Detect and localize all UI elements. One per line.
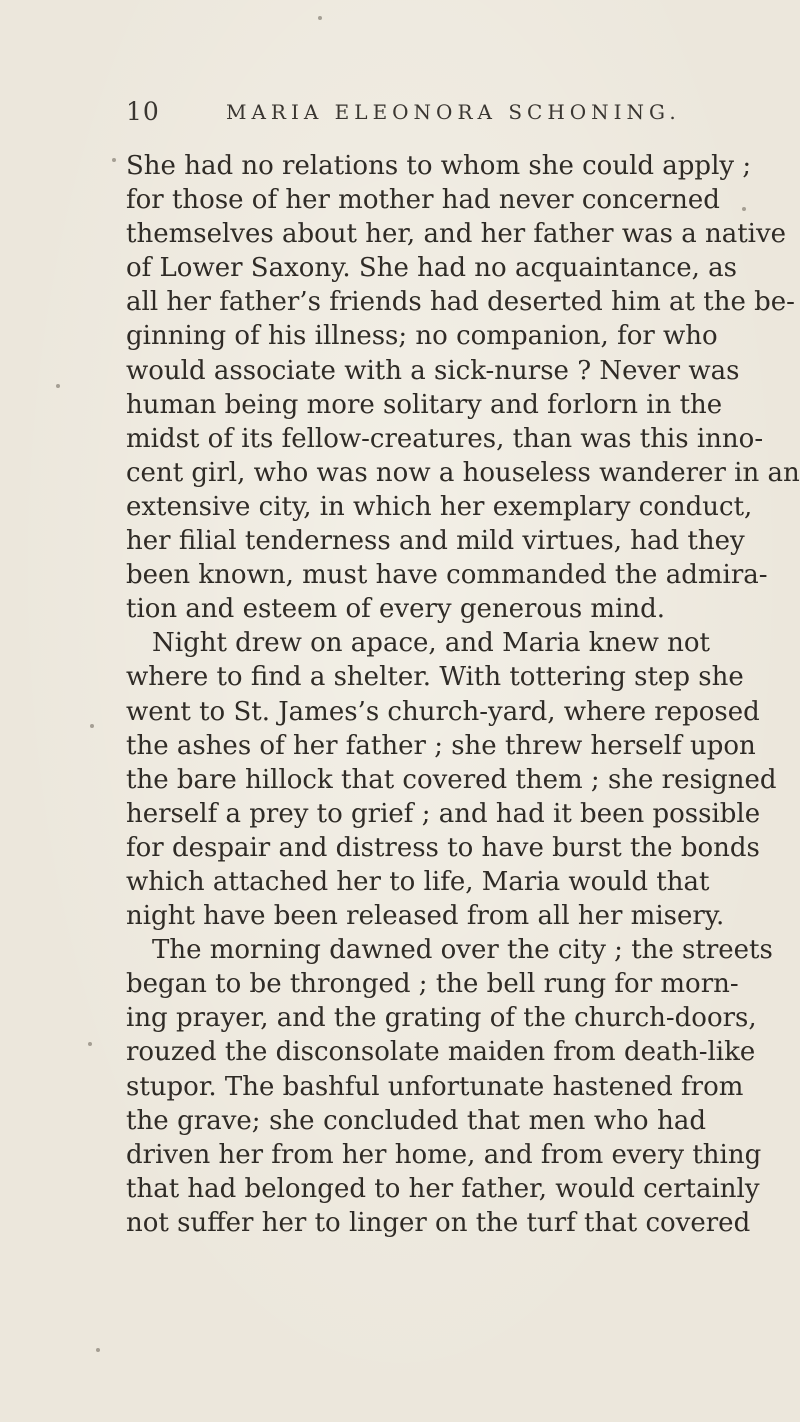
body-text <box>126 149 800 1240</box>
text-line: driven her from her home, and from every thing <box>126 1139 762 1170</box>
paper-speck <box>90 724 94 728</box>
text-line: not suffer her to linger on the turf that covered <box>126 1207 751 1238</box>
paper-speck <box>318 16 322 20</box>
text-line: all her father’s friends had deserted him at the be- <box>126 287 795 318</box>
text-line: human being more solitary and forlorn in the <box>126 389 723 420</box>
text-line: her filial tenderness and mild virtues, had they <box>126 526 745 557</box>
text-line: that had belonged to her father, would certainly <box>126 1173 760 1204</box>
text-line: for those of her mother had never concerned <box>126 185 720 216</box>
paper-speck <box>96 1348 100 1352</box>
text-line: cent girl, who was now a houseless wanderer in an <box>126 457 800 488</box>
text-line: went to St. James’s church-yard, where reposed <box>126 696 760 727</box>
text-line: herself a prey to grief ; and had it been possible <box>126 798 761 829</box>
text-line: for despair and distress to have burst the bonds <box>126 832 760 863</box>
text-line: tion and esteem of every generous mind. <box>126 594 666 625</box>
paper-speck <box>56 384 60 388</box>
text-line: began to be thronged ; the bell rung for morn- <box>126 969 739 1000</box>
text-line: the ashes of her father ; she threw herself upon <box>126 730 756 761</box>
paper-speck <box>742 207 746 211</box>
text-line: extensive city, in which her exemplary conduct, <box>126 491 753 522</box>
page-header <box>126 97 706 137</box>
paper-speck <box>88 1042 92 1046</box>
paper-speck <box>112 158 116 162</box>
running-head: MARIA ELEONORA SCHONING. <box>226 100 681 124</box>
text-line: rouzed the disconsolate maiden from death-like <box>126 1037 756 1068</box>
text-line: which attached her to life, Maria would that <box>126 866 710 897</box>
text-line: of Lower Saxony. She had no acquaintance, as <box>126 253 737 284</box>
text-line: the bare hillock that covered them ; she resigned <box>126 764 777 795</box>
text-line: ing prayer, and the grating of the church-doors, <box>126 1003 757 1034</box>
text-line: themselves about her, and her father was a native <box>126 219 787 250</box>
page-number: 10 <box>126 97 160 126</box>
text-line: She had no relations to whom she could apply ; <box>126 151 752 181</box>
text-line: been known, must have commanded the admira- <box>126 560 768 591</box>
text-line: ginning of his illness; no companion, for who <box>126 321 718 352</box>
text-line: stupor. The bashful unfortunate hastened from <box>126 1071 744 1102</box>
text-line: where to find a shelter. With tottering step she <box>126 662 744 693</box>
text-line: the grave; she concluded that men who had <box>126 1105 706 1136</box>
text-line: night have been released from all her misery. <box>126 901 725 932</box>
paragraph-start-line: The morning dawned over the city ; the streets <box>152 935 773 966</box>
text-line: would associate with a sick-nurse ? Never was <box>126 355 740 386</box>
paragraph-start-line: Night drew on apace, and Maria knew not <box>152 628 710 659</box>
text-line: midst of its fellow-creatures, than was this inno- <box>126 423 764 454</box>
